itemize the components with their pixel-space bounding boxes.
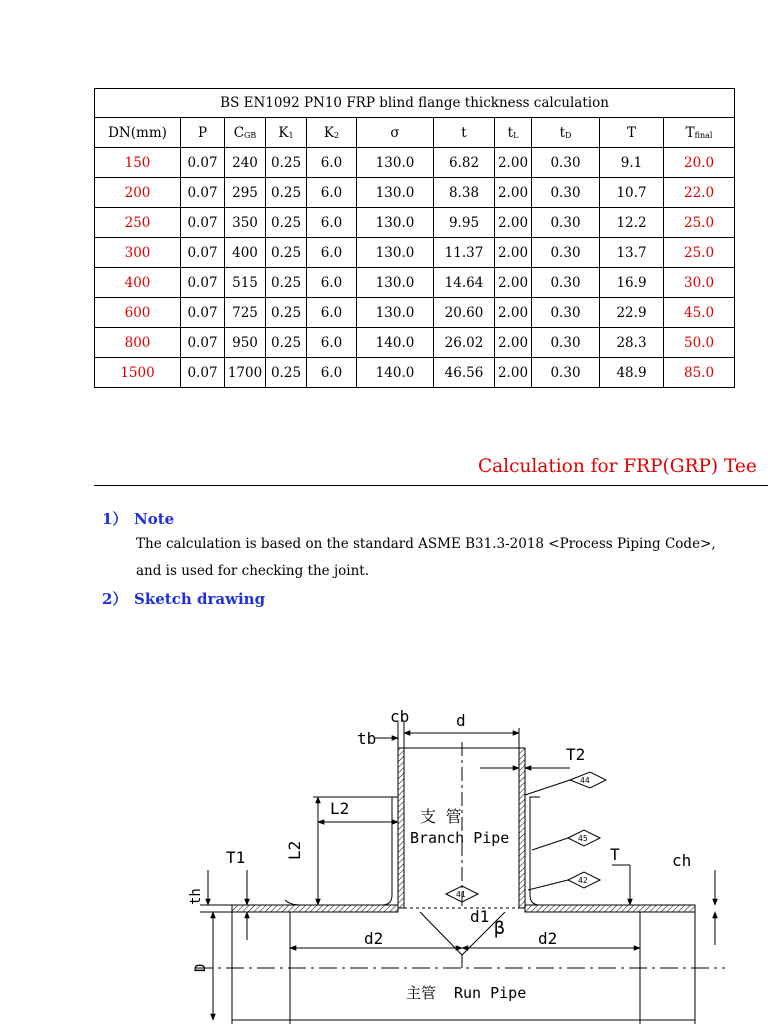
table-cell: 8.38 (434, 178, 495, 208)
table-cell: 6.0 (307, 298, 357, 328)
label-T2: T2 (566, 745, 586, 764)
table-cell: 0.07 (181, 148, 225, 178)
col-header: $K_2$ (307, 118, 357, 148)
table-row (95, 328, 735, 358)
table-cell: 130.0 (357, 268, 434, 298)
table-cell: 400 (95, 268, 181, 298)
col-header: σ (357, 118, 434, 148)
label-D: D (193, 963, 209, 972)
table-cell: 0.30 (532, 178, 600, 208)
table-header-row (95, 118, 735, 148)
col-header: T (600, 118, 664, 148)
table-cell: 2.00 (495, 358, 532, 388)
table-cell: 140.0 (357, 328, 434, 358)
section-divider (94, 485, 768, 486)
table-cell: 0.25 (266, 238, 307, 268)
table-cell: 6.0 (307, 238, 357, 268)
branch-wall-left (398, 748, 404, 908)
table-cell: 0.30 (532, 148, 600, 178)
table-cell: 0.25 (266, 298, 307, 328)
note-line-2: and is used for checking the joint. (136, 563, 370, 579)
table-title: BS EN1092 PN10 FRP blind flange thickness calculation (95, 89, 735, 118)
table-cell: 20.60 (434, 298, 495, 328)
weld-44: 44 (580, 776, 590, 785)
table-row (95, 178, 735, 208)
table-cell: 85.0 (664, 358, 735, 388)
table-row (95, 268, 735, 298)
table-cell: 140.0 (357, 358, 434, 388)
label-beta: β (494, 918, 505, 939)
table-cell: 600 (95, 298, 181, 328)
note-heading-text: Note (134, 510, 175, 528)
branch-wall-right (519, 748, 525, 908)
run-wall-right (525, 905, 695, 912)
table-cell: 50.0 (664, 328, 735, 358)
table-cell: 400 (225, 238, 266, 268)
table-cell: 0.25 (266, 358, 307, 388)
table-cell: 0.07 (181, 208, 225, 238)
note-heading (102, 508, 174, 529)
table-cell: 10.7 (600, 178, 664, 208)
label-d2-right: d2 (538, 929, 558, 948)
table-cell: 250 (95, 208, 181, 238)
table-cell: 0.30 (532, 268, 600, 298)
label-run-en: Run Pipe (454, 984, 527, 1002)
weld-42: 42 (578, 876, 588, 885)
label-branch-en: Branch Pipe (410, 829, 510, 847)
table-cell: 515 (225, 268, 266, 298)
table-cell: 2.00 (495, 238, 532, 268)
table-cell: 22.0 (664, 178, 735, 208)
table-cell: 14.64 (434, 268, 495, 298)
table-cell: 9.1 (600, 148, 664, 178)
run-wall-left (232, 905, 398, 912)
table-cell: 6.0 (307, 328, 357, 358)
table-cell: 130.0 (357, 208, 434, 238)
table-cell: 725 (225, 298, 266, 328)
label-T1: T1 (226, 848, 246, 867)
table-cell: 0.07 (181, 178, 225, 208)
table-cell: 6.0 (307, 178, 357, 208)
col-header: $K_1$ (266, 118, 307, 148)
table-cell: 350 (225, 208, 266, 238)
table-cell: 0.30 (532, 238, 600, 268)
table-cell: 20.0 (664, 148, 735, 178)
flange-thickness-table (94, 88, 735, 388)
table-cell: 46.56 (434, 358, 495, 388)
table-cell: 950 (225, 328, 266, 358)
sketch-number: 2） (102, 590, 128, 608)
table-cell: 25.0 (664, 238, 735, 268)
label-run-cn: 主管 (406, 984, 437, 1002)
table-cell: 2.00 (495, 178, 532, 208)
table-row (95, 238, 735, 268)
table-cell: 9.95 (434, 208, 495, 238)
table-cell: 150 (95, 148, 181, 178)
table-cell: 2.00 (495, 208, 532, 238)
table-cell: 0.30 (532, 298, 600, 328)
table-cell: 25.0 (664, 208, 735, 238)
table-cell: 240 (225, 148, 266, 178)
label-ch: ch (672, 851, 692, 870)
table-row (95, 298, 735, 328)
table-cell: 11.37 (434, 238, 495, 268)
col-header: P (181, 118, 225, 148)
table-body (95, 148, 735, 388)
col-header: $t_L$ (495, 118, 532, 148)
col-header: $C_{GB}$ (225, 118, 266, 148)
table-cell: 26.02 (434, 328, 495, 358)
table-cell: 0.30 (532, 328, 600, 358)
table-cell: 0.25 (266, 148, 307, 178)
table-cell: 2.00 (495, 268, 532, 298)
table-row (95, 208, 735, 238)
label-d1: d1 (470, 907, 490, 926)
table-cell: 130.0 (357, 148, 434, 178)
col-header: $t_D$ (532, 118, 600, 148)
col-header: DN(mm) (95, 118, 181, 148)
weld-45: 45 (578, 834, 588, 843)
table-cell: 2.00 (495, 328, 532, 358)
table-cell: 1500 (95, 358, 181, 388)
table-cell: 0.07 (181, 238, 225, 268)
table-cell: 2.00 (495, 148, 532, 178)
table-cell: 0.07 (181, 268, 225, 298)
label-L2-vertical: L2 (285, 840, 304, 860)
table-cell: 0.30 (532, 208, 600, 238)
table-cell: 6.0 (307, 268, 357, 298)
table-cell: 130.0 (357, 178, 434, 208)
label-d2-left: d2 (364, 929, 384, 948)
table-cell: 0.07 (181, 328, 225, 358)
table-cell: 6.0 (307, 208, 357, 238)
table-cell: 0.30 (532, 358, 600, 388)
sketch-heading-text: Sketch drawing (134, 590, 266, 608)
table-cell: 6.0 (307, 358, 357, 388)
sketch-heading (102, 588, 265, 609)
table-cell: 12.2 (600, 208, 664, 238)
table-row (95, 148, 735, 178)
table-cell: 0.25 (266, 268, 307, 298)
table-cell: 0.07 (181, 298, 225, 328)
col-header: t (434, 118, 495, 148)
table-cell: 2.00 (495, 298, 532, 328)
table-cell: 16.9 (600, 268, 664, 298)
label-T: T (610, 845, 620, 864)
weld-41: 41 (456, 890, 466, 899)
table-cell: 300 (95, 238, 181, 268)
table-row (95, 358, 735, 388)
table-cell: 48.9 (600, 358, 664, 388)
table-cell: 22.9 (600, 298, 664, 328)
table-cell: 800 (95, 328, 181, 358)
table-cell: 6.0 (307, 148, 357, 178)
table-cell: 0.07 (181, 358, 225, 388)
note-number: 1） (102, 510, 128, 528)
table-cell: 1700 (225, 358, 266, 388)
table-cell: 0.25 (266, 208, 307, 238)
table-cell: 28.3 (600, 328, 664, 358)
table-cell: 6.82 (434, 148, 495, 178)
label-d: d (456, 711, 466, 730)
table-cell: 45.0 (664, 298, 735, 328)
table-cell: 295 (225, 178, 266, 208)
table-cell: 130.0 (357, 238, 434, 268)
label-cb: cb (390, 707, 410, 726)
section-title: Calculation for FRP(GRP) Tee (478, 456, 757, 477)
table-cell: 0.25 (266, 178, 307, 208)
note-line-1: The calculation is based on the standard ASME B31.3-2018 <Process Piping Code>, (136, 536, 716, 552)
label-L2: L2 (330, 799, 350, 818)
table-cell: 13.7 (600, 238, 664, 268)
col-header: $T_{final}$ (664, 118, 735, 148)
tee-sketch-drawing (0, 690, 768, 1024)
label-th: th (188, 888, 204, 905)
table-cell: 200 (95, 178, 181, 208)
label-tb: tb (357, 729, 377, 748)
table-cell: 130.0 (357, 298, 434, 328)
label-branch-cn: 支 管 (420, 807, 462, 826)
table-cell: 0.25 (266, 328, 307, 358)
table-cell: 30.0 (664, 268, 735, 298)
